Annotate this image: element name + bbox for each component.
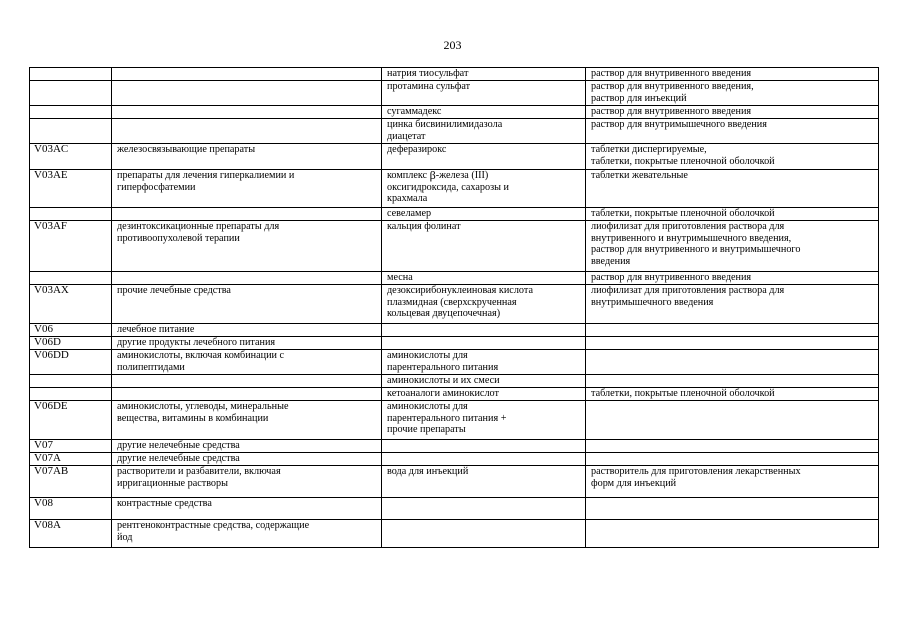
- dosage-form-cell: таблетки диспергируемые, таблетки, покрытые пленочной оболочкой: [586, 144, 879, 170]
- atc-code-cell: V06: [30, 324, 112, 337]
- atc-code-cell: V08: [30, 498, 112, 520]
- table-row: [30, 350, 879, 375]
- table-row: [30, 440, 879, 453]
- atc-group-cell: железосвязывающие препараты: [112, 144, 382, 170]
- atc-code-cell: V06DD: [30, 350, 112, 375]
- drug-name-cell: кетоаналоги аминокислот: [382, 388, 586, 401]
- atc-group-cell: другие нелечебные средства: [112, 453, 382, 466]
- dosage-form-cell: раствор для внутривенного введения: [586, 68, 879, 81]
- table-row: [30, 453, 879, 466]
- table-row: [30, 272, 879, 285]
- dosage-form-cell: [586, 453, 879, 466]
- atc-group-cell: контрастные средства: [112, 498, 382, 520]
- atc-group-cell: другие нелечебные средства: [112, 440, 382, 453]
- table-row: [30, 388, 879, 401]
- drug-name-cell: сугаммадекс: [382, 106, 586, 119]
- table-row: [30, 221, 879, 272]
- dosage-form-cell: растворитель для приготовления лекарственных форм для инъекций: [586, 466, 879, 498]
- drug-name-cell: аминокислоты для парентерального питания + прочие препараты: [382, 401, 586, 440]
- atc-code-cell: V07: [30, 440, 112, 453]
- table-row: [30, 106, 879, 119]
- table-row: [30, 375, 879, 388]
- dosage-form-cell: раствор для внутривенного введения: [586, 272, 879, 285]
- drug-name-cell: [382, 498, 586, 520]
- dosage-form-cell: таблетки жевательные: [586, 170, 879, 208]
- table-row: [30, 520, 879, 548]
- atc-group-cell: растворители и разбавители, включая ирригационные растворы: [112, 466, 382, 498]
- table-row: [30, 170, 879, 208]
- atc-group-cell: препараты для лечения гиперкалиемии и гиперфосфатемии: [112, 170, 382, 208]
- table-row: [30, 81, 879, 106]
- atc-group-cell: аминокислоты, включая комбинации с полипептидами: [112, 350, 382, 375]
- drug-name-cell: [382, 324, 586, 337]
- atc-code-cell: [30, 272, 112, 285]
- atc-code-cell: V03AC: [30, 144, 112, 170]
- atc-code-cell: [30, 68, 112, 81]
- drug-name-cell: [382, 453, 586, 466]
- atc-code-cell: [30, 106, 112, 119]
- atc-group-cell: дезинтоксикационные препараты для противоопухолевой терапии: [112, 221, 382, 272]
- table-row: [30, 401, 879, 440]
- dosage-form-cell: [586, 498, 879, 520]
- drug-name-cell: протамина сульфат: [382, 81, 586, 106]
- atc-group-cell: рентгеноконтрастные средства, содержащие йод: [112, 520, 382, 548]
- table-row: [30, 324, 879, 337]
- atc-code-cell: [30, 119, 112, 144]
- drug-name-cell: деферазирокс: [382, 144, 586, 170]
- atc-code-cell: [30, 81, 112, 106]
- atc-code-cell: V03AX: [30, 285, 112, 324]
- atc-code-cell: [30, 388, 112, 401]
- dosage-form-cell: лиофилизат для приготовления раствора для внутривенного и внутримышечного введения, раствор для внутривенного и внутримышечного введения: [586, 221, 879, 272]
- table-row: [30, 337, 879, 350]
- drug-name-cell: цинка бисвинилимидазола диацетат: [382, 119, 586, 144]
- atc-group-cell: [112, 375, 382, 388]
- atc-group-cell: [112, 81, 382, 106]
- drug-name-cell: натрия тиосульфат: [382, 68, 586, 81]
- atc-code-cell: V07AB: [30, 466, 112, 498]
- dosage-form-cell: [586, 350, 879, 375]
- dosage-form-cell: таблетки, покрытые пленочной оболочкой: [586, 208, 879, 221]
- drug-name-cell: комплекс β-железа (III) оксигидроксида, сахарозы и крахмала: [382, 170, 586, 208]
- page-number: 203: [443, 38, 462, 52]
- table-row: [30, 498, 879, 520]
- atc-group-cell: лечебное питание: [112, 324, 382, 337]
- atc-code-cell: V06DE: [30, 401, 112, 440]
- drug-name-cell: аминокислоты для парентерального питания: [382, 350, 586, 375]
- atc-code-cell: [30, 208, 112, 221]
- drug-name-cell: вода для инъекций: [382, 466, 586, 498]
- atc-group-cell: [112, 106, 382, 119]
- atc-code-cell: V06D: [30, 337, 112, 350]
- dosage-form-cell: [586, 324, 879, 337]
- drug-table: [29, 67, 879, 548]
- dosage-form-cell: [586, 401, 879, 440]
- dosage-form-cell: [586, 337, 879, 350]
- drug-name-cell: [382, 337, 586, 350]
- atc-code-cell: V03AE: [30, 170, 112, 208]
- table-row: [30, 208, 879, 221]
- drug-table-body: [30, 68, 879, 548]
- drug-name-cell: кальция фолинат: [382, 221, 586, 272]
- atc-group-cell: аминокислоты, углеводы, минеральные вещества, витамины в комбинации: [112, 401, 382, 440]
- drug-name-cell: дезоксирибонуклеиновая кислота плазмидная (сверхскрученная кольцевая двуцепочечная): [382, 285, 586, 324]
- atc-group-cell: [112, 208, 382, 221]
- table-row: [30, 119, 879, 144]
- atc-code-cell: V07A: [30, 453, 112, 466]
- atc-group-cell: прочие лечебные средства: [112, 285, 382, 324]
- table-row: [30, 68, 879, 81]
- dosage-form-cell: [586, 375, 879, 388]
- drug-name-cell: севеламер: [382, 208, 586, 221]
- dosage-form-cell: раствор для внутривенного введения: [586, 106, 879, 119]
- atc-group-cell: [112, 272, 382, 285]
- atc-code-cell: V08A: [30, 520, 112, 548]
- dosage-form-cell: таблетки, покрытые пленочной оболочкой: [586, 388, 879, 401]
- atc-group-cell: [112, 68, 382, 81]
- atc-code-cell: V03AF: [30, 221, 112, 272]
- dosage-form-cell: лиофилизат для приготовления раствора для внутримышечного введения: [586, 285, 879, 324]
- table-row: [30, 144, 879, 170]
- dosage-form-cell: раствор для внутримышечного введения: [586, 119, 879, 144]
- atc-group-cell: [112, 388, 382, 401]
- drug-name-cell: [382, 520, 586, 548]
- table-row: [30, 285, 879, 324]
- dosage-form-cell: [586, 520, 879, 548]
- atc-group-cell: [112, 119, 382, 144]
- atc-group-cell: другие продукты лечебного питания: [112, 337, 382, 350]
- drug-name-cell: аминокислоты и их смеси: [382, 375, 586, 388]
- dosage-form-cell: [586, 440, 879, 453]
- atc-code-cell: [30, 375, 112, 388]
- table-row: [30, 466, 879, 498]
- drug-name-cell: месна: [382, 272, 586, 285]
- dosage-form-cell: раствор для внутривенного введения, раствор для инъекций: [586, 81, 879, 106]
- drug-name-cell: [382, 440, 586, 453]
